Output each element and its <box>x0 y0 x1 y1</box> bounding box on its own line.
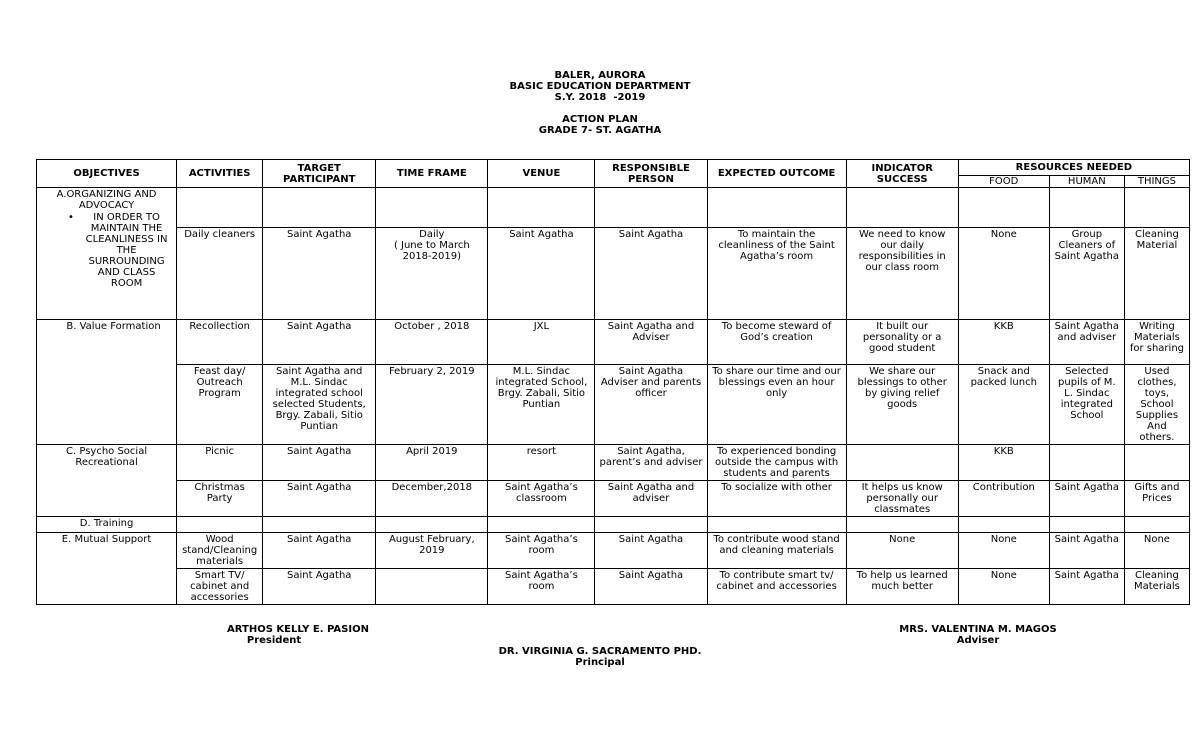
things-cell: Cleaning Materials <box>1124 569 1189 605</box>
indicator-cell: We need to know our daily responsibilities in our class room <box>846 228 958 320</box>
venue-cell: Saint Agatha’s classroom <box>488 481 595 517</box>
document-header <box>0 70 1200 136</box>
food-cell: None <box>958 228 1049 320</box>
responsible-cell: Saint Agatha, parent’s and adviser <box>595 445 707 481</box>
outcome-cell: To share our time and our blessings even an hour only <box>707 365 846 445</box>
outcome-cell: To maintain the cleanliness of the Saint Agatha’s room <box>707 228 846 320</box>
venue-cell: resort <box>488 445 595 481</box>
human-cell: Group Cleaners of Saint Agatha <box>1049 228 1124 320</box>
president-title: President <box>246 635 302 646</box>
header-grade: GRADE 7- ST. AGATHA <box>538 125 662 136</box>
venue-cell: JXL <box>488 320 595 365</box>
objective-a-title: A.ORGANIZING AND ADVOCACY <box>56 189 157 211</box>
activity-cell: Feast day/ Outreach Program <box>177 365 263 445</box>
outcome-cell: To socialize with other <box>707 481 846 517</box>
table-row <box>37 365 1190 445</box>
time-cell: Daily ( June to March 2018-2019) <box>376 228 488 320</box>
venue-cell: Saint Agatha <box>488 228 595 320</box>
indicator-cell: To help us learned much better <box>846 569 958 605</box>
activity-cell: Recollection <box>177 320 263 365</box>
responsible-cell: Saint Agatha <box>595 533 707 569</box>
objective-d: D. Training <box>37 517 177 533</box>
col-objectives: OBJECTIVES <box>37 160 177 188</box>
col-target-participant: TARGET PARTICIPANT <box>263 160 376 188</box>
col-activities: ACTIVITIES <box>177 160 263 188</box>
table-row <box>37 569 1190 605</box>
col-resources-needed: RESOURCES NEEDED <box>958 160 1189 176</box>
col-indicator-success: INDICATOR SUCCESS <box>846 160 958 188</box>
human-cell: Saint Agatha and adviser <box>1049 320 1124 365</box>
objective-c: C. Psycho Social Recreational <box>37 445 177 517</box>
venue-cell: Saint Agatha’s room <box>488 533 595 569</box>
table-row <box>37 320 1190 365</box>
col-venue: VENUE <box>488 160 595 188</box>
col-responsible-person: RESPONSIBLE PERSON <box>595 160 707 188</box>
responsible-cell: Saint Agatha and adviser <box>595 481 707 517</box>
indicator-cell: We share our blessings to other by giving relief goods <box>846 365 958 445</box>
table-row <box>37 481 1190 517</box>
target-cell: Saint Agatha and M.L. Sindac integrated school selected Students, Brgy. Zabali, Sitio Puntian <box>263 365 376 445</box>
target-cell: Saint Agatha <box>263 445 376 481</box>
food-cell: Contribution <box>958 481 1049 517</box>
human-cell: Saint Agatha <box>1049 533 1124 569</box>
outcome-cell: To become steward of God’s creation <box>707 320 846 365</box>
things-cell: Used clothes, toys, School Supplies And others. <box>1124 365 1189 445</box>
signature-president <box>198 624 398 646</box>
col-time-frame: TIME FRAME <box>376 160 488 188</box>
human-cell: Saint Agatha <box>1049 569 1124 605</box>
activity-cell: Smart TV/ cabinet and accessories <box>177 569 263 605</box>
things-cell: Cleaning Material <box>1124 228 1189 320</box>
objective-e: E. Mutual Support <box>37 533 177 605</box>
target-cell: Saint Agatha <box>263 481 376 517</box>
president-name: ARTHOS KELLY E. PASION <box>227 624 369 635</box>
header-department: BASIC EDUCATION DEPARTMENT <box>509 81 691 92</box>
things-cell: None <box>1124 533 1189 569</box>
things-cell <box>1124 445 1189 481</box>
venue-cell: Saint Agatha’s room <box>488 569 595 605</box>
col-human: HUMAN <box>1049 176 1124 188</box>
adviser-title: Adviser <box>956 635 1000 646</box>
signature-adviser <box>860 624 1096 646</box>
table-row <box>37 228 1190 320</box>
activity-cell: Picnic <box>177 445 263 481</box>
objective-a-bullet: IN ORDER TO MAINTAIN THE CLEANLINESS IN THE SURROUNDING AND CLASS ROOM <box>85 212 168 289</box>
responsible-cell: Saint Agatha <box>595 569 707 605</box>
bullet-icon: • <box>68 212 74 223</box>
things-cell: Writing Materials for sharing <box>1124 320 1189 365</box>
food-cell: Snack and packed lunch <box>958 365 1049 445</box>
activity-cell: Christmas Party <box>177 481 263 517</box>
things-cell: Gifts and Prices <box>1124 481 1189 517</box>
target-cell: Saint Agatha <box>263 320 376 365</box>
activity-cell: Wood stand/Cleaning materials <box>177 533 263 569</box>
target-cell: Saint Agatha <box>263 228 376 320</box>
outcome-cell: To contribute smart tv/ cabinet and accessories <box>707 569 846 605</box>
action-plan-table <box>36 159 1190 605</box>
table-row <box>37 517 1190 533</box>
time-cell: August February, 2019 <box>376 533 488 569</box>
food-cell: KKB <box>958 320 1049 365</box>
responsible-cell: Saint Agatha and Adviser <box>595 320 707 365</box>
outcome-cell: To experienced bonding outside the campus with students and parents <box>707 445 846 481</box>
time-cell <box>376 569 488 605</box>
target-cell: Saint Agatha <box>263 533 376 569</box>
human-cell: Saint Agatha <box>1049 481 1124 517</box>
time-cell: October , 2018 <box>376 320 488 365</box>
signature-principal <box>460 646 740 668</box>
indicator-cell: It built our personality or a good student <box>846 320 958 365</box>
time-cell: December,2018 <box>376 481 488 517</box>
col-food: FOOD <box>958 176 1049 188</box>
food-cell: None <box>958 533 1049 569</box>
food-cell: KKB <box>958 445 1049 481</box>
human-cell: Selected pupils of M. L. Sindac integrated School <box>1049 365 1124 445</box>
outcome-cell: To contribute wood stand and cleaning materials <box>707 533 846 569</box>
header-title: ACTION PLAN <box>562 114 638 125</box>
header-location: BALER, AURORA <box>554 70 646 81</box>
adviser-name: MRS. VALENTINA M. MAGOS <box>899 624 1057 635</box>
principal-name: DR. VIRGINIA G. SACRAMENTO PHD. <box>498 646 702 657</box>
responsible-cell: Saint Agatha <box>595 228 707 320</box>
principal-title: Principal <box>575 657 625 668</box>
objective-a <box>37 188 177 320</box>
food-cell: None <box>958 569 1049 605</box>
table-row <box>37 445 1190 481</box>
objective-b: B. Value Formation <box>37 320 177 445</box>
indicator-cell: It helps us know personally our classmates <box>846 481 958 517</box>
time-cell: February 2, 2019 <box>376 365 488 445</box>
target-cell: Saint Agatha <box>263 569 376 605</box>
col-things: THINGS <box>1124 176 1189 188</box>
table-row <box>37 533 1190 569</box>
responsible-cell: Saint Agatha Adviser and parents officer <box>595 365 707 445</box>
venue-cell: M.L. Sindac integrated School, Brgy. Zabali, Sitio Puntian <box>488 365 595 445</box>
indicator-cell: None <box>846 533 958 569</box>
header-school-year: S.Y. 2018 -2019 <box>554 92 646 103</box>
human-cell <box>1049 445 1124 481</box>
time-cell: April 2019 <box>376 445 488 481</box>
indicator-cell <box>846 445 958 481</box>
col-expected-outcome: EXPECTED OUTCOME <box>707 160 846 188</box>
activity-cell: Daily cleaners <box>177 228 263 320</box>
